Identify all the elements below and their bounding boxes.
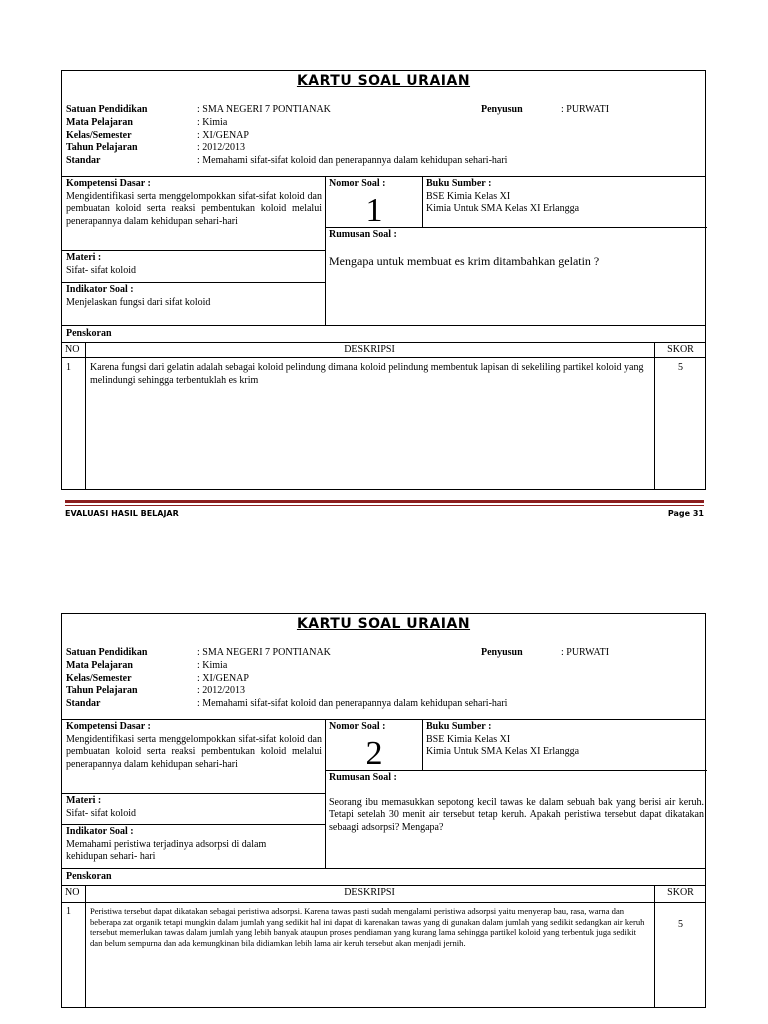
kompetensi-label: Kompetensi Dasar : bbox=[66, 178, 151, 189]
materi-section bbox=[66, 252, 322, 277]
standar-value: : Memahami sifat-sifat koloid dan penerapannya dalam kehidupan sehari-hari bbox=[197, 155, 508, 167]
divider bbox=[62, 885, 705, 886]
materi-label: Materi : bbox=[66, 252, 102, 263]
mapel-label: Mata Pelajaran bbox=[66, 116, 133, 128]
nomor-label: Nomor Soal : bbox=[329, 178, 386, 189]
kompetensi-label: Kompetensi Dasar : bbox=[66, 721, 151, 732]
divider bbox=[62, 868, 705, 869]
row-no: 1 bbox=[66, 362, 71, 373]
divider bbox=[62, 176, 705, 177]
col-no-header: NO bbox=[65, 887, 80, 898]
penskoran-label: Penskoran bbox=[66, 871, 112, 882]
row-deskripsi: Karena fungsi dari gelatin adalah sebagai koloid pelindung dimana koloid pelindung membentuk lapisan di sekeliling partikel koloid yang melindungi sehingga terbentuklah es krim bbox=[90, 362, 644, 386]
question-card-1 bbox=[61, 70, 706, 490]
row-no: 1 bbox=[66, 906, 71, 917]
col-skor-header: SKOR bbox=[667, 887, 694, 898]
footer-rule bbox=[65, 505, 704, 506]
buku-line: Kimia Untuk SMA Kelas XI Erlangga bbox=[426, 203, 580, 215]
nomor-value: 1 bbox=[365, 191, 383, 229]
penyusun-value: : PURWATI bbox=[561, 647, 610, 658]
divider bbox=[422, 176, 423, 227]
kompetensi-text: Mengidentifikasi serta menggelompokkan sifat-sifat koloid dan pembuatan koloid serta reaksi pembentukan koloid melalui penerapannya dalam kehidupan sehari-hari bbox=[66, 733, 322, 770]
divider bbox=[62, 342, 705, 343]
buku-section bbox=[426, 178, 704, 216]
rumusan-label: Rumusan Soal : bbox=[329, 229, 397, 240]
indikator-label: Indikator Soal : bbox=[66, 826, 134, 837]
mapel-value: : Kimia bbox=[197, 116, 228, 128]
divider bbox=[654, 885, 655, 1008]
col-deskripsi-header: DESKRIPSI bbox=[344, 344, 395, 355]
row-deskripsi: Peristiwa tersebut dapat dikatakan sebagai peristiwa adsorpsi. Karena tawas pasti sudah mengalami peristiwa adsorpsi yaitu menyerap bau, rasa, warna dan beberapa zat organik tetapi mungkin dalam jumlah yang sedikit hal ini dapat di karenakan tawas yang di gunakan dalam jumlah yang sedikit sedangkan air keruh tersebut memerlukan tawas dalam jumlah yang lebih banyak ataupun proses pendiaman yang kurang lama sehingga partikel koloid yang terbentuk juga sedikit dan belum sempurna dan ada kemungkinan bila didiamkan lebih lama air keruh tersebut akan menjadi jernih. bbox=[90, 906, 645, 948]
standar-label: Standar bbox=[66, 698, 101, 710]
divider bbox=[62, 282, 325, 283]
divider bbox=[62, 793, 325, 794]
indikator-label: Indikator Soal : bbox=[66, 284, 134, 295]
card-title: KARTU SOAL URAIAN bbox=[296, 73, 471, 89]
indikator-section bbox=[66, 284, 322, 309]
footer-rule bbox=[65, 500, 704, 503]
buku-line: BSE Kimia Kelas XI bbox=[426, 190, 511, 202]
indikator-text: Memahami peristiwa terjadinya adsorpsi di dalam kehidupan sehari- hari bbox=[66, 838, 267, 863]
satuan-value: : SMA NEGERI 7 PONTIANAK bbox=[197, 104, 331, 115]
satuan-label: Satuan Pendidikan bbox=[66, 104, 148, 115]
materi-label: Materi : bbox=[66, 795, 102, 806]
kompetensi-section bbox=[66, 721, 322, 771]
rumusan-label: Rumusan Soal : bbox=[329, 772, 397, 783]
card-header-info bbox=[66, 647, 686, 712]
row-skor: 5 bbox=[678, 362, 683, 373]
indikator-text: Menjelaskan fungsi dari sifat koloid bbox=[66, 296, 211, 308]
penskoran-label: Penskoran bbox=[66, 328, 112, 339]
row-skor: 5 bbox=[678, 919, 683, 930]
satuan-label: Satuan Pendidikan bbox=[66, 647, 148, 658]
divider bbox=[85, 885, 86, 1008]
question-card-2 bbox=[61, 613, 706, 1008]
satuan-value: : SMA NEGERI 7 PONTIANAK bbox=[197, 647, 331, 658]
mapel-label: Mata Pelajaran bbox=[66, 659, 133, 671]
divider bbox=[62, 719, 705, 720]
kelas-label: Kelas/Semester bbox=[66, 129, 132, 141]
divider bbox=[422, 719, 423, 770]
card-header-info bbox=[66, 104, 686, 169]
rumusan-section bbox=[329, 229, 704, 269]
standar-value: : Memahami sifat-sifat koloid dan penerapannya dalam kehidupan sehari-hari bbox=[197, 698, 508, 710]
col-no-header: NO bbox=[65, 344, 80, 355]
penyusun-value: : PURWATI bbox=[561, 104, 610, 115]
col-deskripsi-header: DESKRIPSI bbox=[344, 887, 395, 898]
buku-line: Kimia Untuk SMA Kelas XI Erlangga bbox=[426, 746, 580, 758]
tahun-value: : 2012/2013 bbox=[197, 142, 246, 154]
rumusan-text: Seorang ibu memasukkan sepotong kecil tawas ke dalam sebuah bak yang berisi air keruh. Tetapi setelah 30 menit air tersebut tetap keruh. Apakah peristiwa tersebut dapat dikatakan sebaagi adsorpsi? Mengapa? bbox=[329, 796, 704, 833]
kelas-label: Kelas/Semester bbox=[66, 672, 132, 684]
kelas-value: : XI/GENAP bbox=[197, 672, 249, 684]
nomor-section bbox=[329, 178, 419, 228]
standar-label: Standar bbox=[66, 155, 101, 167]
page-number: Page 31 bbox=[667, 509, 704, 518]
buku-label: Buku Sumber : bbox=[426, 721, 492, 732]
col-skor-header: SKOR bbox=[667, 344, 694, 355]
materi-section bbox=[66, 795, 322, 820]
kompetensi-section bbox=[66, 178, 322, 228]
rumusan-section bbox=[329, 772, 704, 834]
divider bbox=[62, 250, 325, 251]
tahun-value: : 2012/2013 bbox=[197, 685, 246, 697]
nomor-value: 2 bbox=[365, 734, 383, 772]
buku-label: Buku Sumber : bbox=[426, 178, 492, 189]
divider bbox=[62, 357, 705, 358]
materi-text: Sifat- sifat koloid bbox=[66, 264, 136, 276]
rumusan-text: Mengapa untuk membuat es krim ditambahkan gelatin ? bbox=[329, 253, 600, 268]
divider bbox=[62, 902, 705, 903]
nomor-label: Nomor Soal : bbox=[329, 721, 386, 732]
materi-text: Sifat- sifat koloid bbox=[66, 807, 136, 819]
penyusun-label: Penyusun bbox=[481, 647, 523, 658]
footer-left-text: EVALUASI HASIL BELAJAR bbox=[65, 509, 179, 518]
card-title: KARTU SOAL URAIAN bbox=[296, 616, 471, 632]
kompetensi-text: Mengidentifikasi serta menggelompokkan sifat-sifat koloid dan pembuatan koloid serta reaksi pembentukan koloid melalui penerapannya dalam kehidupan sehari-hari bbox=[66, 190, 322, 227]
tahun-label: Tahun Pelajaran bbox=[66, 685, 138, 697]
divider bbox=[62, 325, 705, 326]
divider bbox=[62, 824, 325, 825]
tahun-label: Tahun Pelajaran bbox=[66, 142, 138, 154]
buku-line: BSE Kimia Kelas XI bbox=[426, 733, 511, 745]
penyusun-label: Penyusun bbox=[481, 104, 523, 115]
indikator-section bbox=[66, 826, 302, 864]
kelas-value: : XI/GENAP bbox=[197, 129, 249, 141]
divider bbox=[325, 719, 326, 868]
nomor-section bbox=[329, 721, 419, 771]
divider bbox=[85, 342, 86, 490]
buku-section bbox=[426, 721, 704, 759]
divider bbox=[325, 176, 326, 325]
mapel-value: : Kimia bbox=[197, 659, 228, 671]
